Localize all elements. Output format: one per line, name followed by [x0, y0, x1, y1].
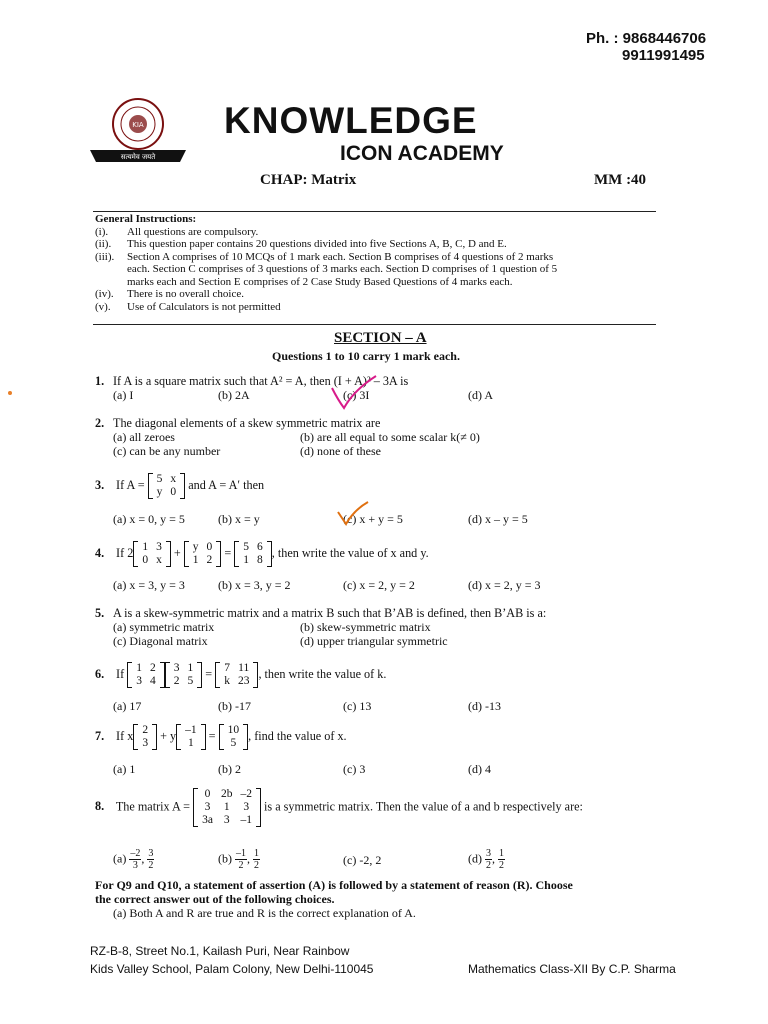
q2-option-d[interactable]: (d) none of these	[300, 444, 381, 458]
brand-subtitle: ICON ACADEMY	[340, 142, 504, 165]
q5-option-b[interactable]: (b) skew-symmetric matrix	[300, 620, 431, 634]
question-5-text: A is a skew-symmetric matrix and a matrix B such that B’AB is defined, then B’AB is a:	[113, 606, 547, 620]
q7-option-a[interactable]: (a) 1	[113, 762, 136, 776]
question-4: 4. If 2 1 3 0 x + y 0 1 2 = 5 6 1 8 , then write the value of x and y.	[95, 541, 429, 566]
q8-option-c[interactable]: (c) -2, 2	[343, 853, 382, 867]
general-instructions	[95, 213, 660, 313]
q1-option-c[interactable]: (c) 3I	[343, 388, 370, 402]
academy-seal-logo	[88, 96, 198, 168]
q2-option-c[interactable]: (c) can be any number	[113, 444, 221, 458]
q3-option-a[interactable]: (a) x = 0, y = 5	[113, 512, 185, 526]
question-6: 6. If 1 2 3 4 3 1 2 5 = 7 11 k 23 , then write the value of k.	[95, 662, 387, 687]
q3-option-d[interactable]: (d) x – y = 5	[468, 512, 528, 526]
q3-option-b[interactable]: (b) x = y	[218, 512, 260, 526]
rule-bottom	[93, 324, 656, 325]
assertion-instructions: For Q9 and Q10, a statement of assertion (A) is followed by a statement of reason (R). Choose the correct answer out of the following choices.	[95, 878, 573, 906]
matrix-m3: 10 5	[219, 724, 249, 750]
instruction-row: (iv). There is no overall choice.	[95, 288, 244, 300]
section-subtitle: Questions 1 to 10 carry 1 mark each.	[272, 349, 460, 363]
q6-option-b[interactable]: (b) -17	[218, 699, 251, 713]
rule-top	[93, 211, 656, 212]
q6-option-a[interactable]: (a) 17	[113, 699, 142, 713]
question-2: 2. The diagonal elements of a skew symmetric matrix are	[95, 416, 381, 430]
q7-option-b[interactable]: (b) 2	[218, 762, 241, 776]
q6-option-c[interactable]: (c) 13	[343, 699, 372, 713]
q2-option-b[interactable]: (b) are all equal to some scalar k(≠ 0)	[300, 430, 480, 444]
instruction-row: (iii). Section A comprises of 10 MCQs of 1 mark each. Section B comprises of 4 questions of 2 marks	[95, 250, 554, 263]
question-1: 1. If A is a square matrix such that A² = A, then (I + A)² – 3A is	[95, 374, 409, 388]
stray-mark	[8, 391, 12, 395]
q4-option-c[interactable]: (c) x = 2, y = 2	[343, 578, 415, 592]
q7-option-c[interactable]: (c) 3	[343, 762, 366, 776]
instruction-row: marks each and Section E comprises of 2 Case Study Based Questions of 4 marks each.	[127, 275, 513, 288]
matrix-m3: 7 11 k 23	[215, 662, 258, 688]
instruction-row: (v). Use of Calculators is not permitted	[95, 300, 281, 313]
matrix-m2: y 0 1 2	[184, 541, 222, 567]
q8-option-a[interactable]: (a) $\frac{-2}{3}$ , $\frac{3}{2}$	[113, 848, 154, 871]
q4-option-a[interactable]: (a) x = 3, y = 3	[113, 578, 185, 592]
footer-address: RZ-B-8, Street No.1, Kailash Puri, Near Rainbow Kids Valley School, Palam Colony, New Delhi-110045	[90, 944, 374, 976]
q8-option-b[interactable]: (b) $\frac{-1}{2}$ , $\frac{1}{2}$	[218, 848, 259, 871]
q6-option-d[interactable]: (d) -13	[468, 699, 501, 713]
tick-mark-icon	[330, 370, 380, 412]
footer-credit: Mathematics Class-XII By C.P. Sharma	[468, 962, 676, 976]
matrix-m2: 3 1 2 5	[165, 662, 203, 688]
q4-option-d[interactable]: (d) x = 2, y = 3	[468, 578, 541, 592]
svg-text:सत्यमेव जयते: सत्यमेव जयते	[120, 153, 156, 161]
assertion-option-a[interactable]: (a) Both A and R are true and R is the correct explanation of A.	[113, 906, 416, 920]
instruction-row: each. Section C comprises of 3 questions of 3 marks each. Section D comprises of 1 question of 5	[127, 263, 558, 275]
q7-option-d[interactable]: (d) 4	[468, 762, 491, 776]
instructions-title: General Instructions:	[95, 213, 197, 225]
question-7: 7. If x 2 3 + y –1 1 = 10 5 , find the value of x.	[95, 724, 347, 749]
q1-option-b[interactable]: (b) 2A	[218, 388, 250, 402]
matrix-m1: 2 3	[133, 724, 157, 750]
chapter-title: CHAP: Matrix	[260, 172, 357, 188]
question-8: 8. The matrix A = 0 2b –2 3 1 3 3a 3 –1 is a symmetric matrix. Then the value of a and b respectively are:	[95, 788, 583, 826]
q4-option-b[interactable]: (b) x = 3, y = 2	[218, 578, 291, 592]
matrix-a: 5 x y 0	[148, 473, 186, 499]
phone-block	[586, 30, 706, 64]
question-5: 5. A is a skew-symmetric matrix and a matrix B such that B’AB is defined, then B’AB is a:	[95, 606, 547, 620]
q5-option-d[interactable]: (d) upper triangular symmetric	[300, 634, 448, 648]
q1-option-a[interactable]: (a) I	[113, 388, 134, 402]
q5-option-a[interactable]: (a) symmetric matrix	[113, 620, 215, 634]
instruction-row: (i). All questions are compulsory.	[95, 225, 259, 238]
instruction-row: (ii). This question paper contains 20 questions divided into five Sections A, B, C, D and E.	[95, 238, 507, 250]
question-3: 3. If A = 5 x y 0 and A = A′ then	[95, 473, 265, 498]
question-1-text: If A is a square matrix such that A² = A, then (I + A)² – 3A is	[113, 374, 409, 388]
max-marks: MM :40	[594, 172, 647, 188]
q2-option-a[interactable]: (a) all zeroes	[113, 430, 175, 444]
matrix-m3: 5 6 1 8	[234, 541, 272, 567]
matrix-a: 0 2b –2 3 1 3 3a 3 –1	[193, 788, 261, 827]
q8-option-d[interactable]: (d) $\frac{3}{2}$ , $\frac{1}{2}$	[468, 848, 504, 871]
svg-text:KIA: KIA	[132, 121, 144, 129]
phone-line-2: 9911991495	[622, 47, 705, 64]
q3-option-c[interactable]: (c) x + y = 5	[343, 512, 403, 526]
brand-name: KNOWLEDGE	[224, 100, 478, 141]
tick-mark-icon	[336, 500, 370, 526]
q1-option-d[interactable]: (d) A	[468, 388, 493, 402]
matrix-m2: –1 1	[176, 724, 206, 750]
phone-line-1: Ph. : 9868446706	[586, 30, 707, 47]
question-2-text: The diagonal elements of a skew symmetric matrix are	[113, 416, 381, 430]
section-title: SECTION – A	[334, 330, 427, 346]
matrix-m1: 1 3 0 x	[133, 541, 171, 567]
matrix-m1: 1 2 3 4	[127, 662, 165, 688]
q5-option-c[interactable]: (c) Diagonal matrix	[113, 634, 208, 648]
